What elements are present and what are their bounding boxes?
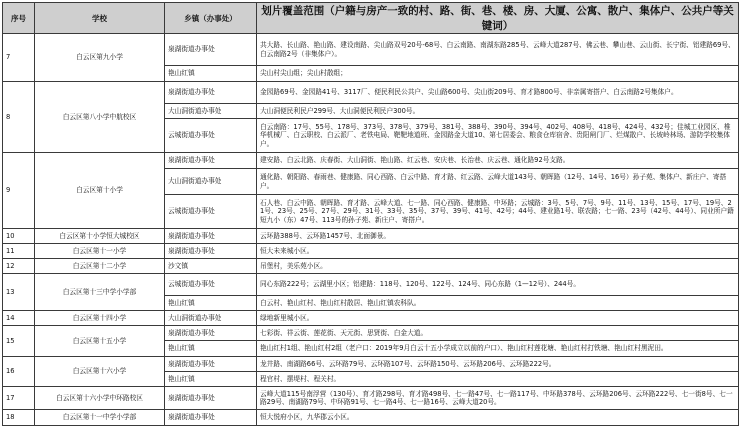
coverage-text: 金园路69号、金园路41号、3117厂、便民利民公共户、尖山路600号、尖山街209号、育才路800号、非亲属寄搭户、白云南路2号集体户。 [257,82,739,104]
town-name: 艳山红镇 [165,372,257,387]
row-number: 17 [3,387,35,410]
coverage-text: 尖山村尖山组；尖山村散组； [257,66,739,82]
header-town: 乡镇（办事处） [165,3,257,34]
coverage-text: 云环路388号、云环路1457号、北面御景。 [257,229,739,244]
table-row [3,274,739,296]
school-zoning-table [2,2,739,426]
row-number: 16 [3,357,35,387]
coverage-text: 石人巷、白云中路、朝晖路、育才路、云峰大道、七一路、同心西路、健康路、中环路；云城路：3号、5号、7号、9号、11号、13号、15号、17号、19号、21号、23号、25号、27号、29号、31号、33号、35号、37号、39号、41号、42号；44号、建业路1号、联农路；七一路、23号（42号、44号）、同业所户籍短九小（东）47号、113号的孙子苑、新庄户、寄搭户。 [257,195,739,229]
town-name: 艳山红镇 [165,341,257,357]
town-name: 云城街道办事处 [165,119,257,153]
table-row [3,34,739,66]
school-name: 白云区第十一中学小学部 [35,410,165,426]
coverage-text: 共大路、长山路、艳山路、建设南路、尖山路双号20号-68号、白云南路、南湖东路285号、云峰大道287号、佛云巷、攀山巷、云山街、长宁街、铝建路69号、白云南路2号（非集体户）。 [257,34,739,66]
town-name: 艳山红镇 [165,296,257,311]
header-school: 学校 [35,3,165,34]
town-name: 泉湖街道办事处 [165,229,257,244]
row-number: 7 [3,34,35,82]
coverage-text: 绿地新里城小区。 [257,311,739,326]
coverage-text: 恒大悦府小区，九华郡云小区。 [257,410,739,426]
town-name: 泉湖街道办事处 [165,34,257,66]
school-name: 白云区第九小学 [35,34,165,82]
table-row [3,326,739,341]
coverage-text: 白云村、艳山红村、艳山红村散居、艳山红镇农科队。 [257,296,739,311]
coverage-text: 恒大未来城小区。 [257,244,739,259]
table-row [3,244,739,259]
table-row [3,259,739,274]
row-number: 18 [3,410,35,426]
row-number: 15 [3,326,35,357]
table-row [3,229,739,244]
coverage-text: 艳山红村1组、艳山红村2组（老户口：2019年9月白云十五小学成立以前的户口）、艳山红村莲花塘、艳山红村打铁塘、艳山红村黑泥田。 [257,341,739,357]
table-row [3,153,739,169]
table-row [3,82,739,104]
town-name: 云城街道办事处 [165,195,257,229]
town-name: 艳山红镇 [165,66,257,82]
school-name: 白云区第十二小学 [35,259,165,274]
coverage-text: 通化路、朝阳路、春雨巷、健康路、同心西路、白云中路、育才路、红云路、云峰大道143号、朝晖路（12号、14号、16号）孙子苑、集体户、新庄户、寄搭户。 [257,169,739,195]
town-name: 云城街道办事处 [165,274,257,296]
school-name: 白云区第十六小学 [35,357,165,387]
school-name: 白云区第十小学 [35,153,165,229]
school-name: 白云区第十五小学 [35,326,165,357]
school-name: 白云区第八小学中航校区 [35,82,165,153]
coverage-text: 建安路、白云北路、庆春街、大山洞街、艳山路、红云巷、安庆巷、长治巷、庆云巷、通化路92号支路。 [257,153,739,169]
table-row [3,387,739,410]
row-number: 9 [3,153,35,229]
town-name: 泉湖街道办事处 [165,326,257,341]
town-name: 大山洞街道办事处 [165,169,257,195]
school-name: 白云区第十四小学 [35,311,165,326]
coverage-text: 吊堡村，美乐苑小区。 [257,259,739,274]
coverage-text: 七彩街、祥云街、莲花街、天元街、思贤街、白金大道。 [257,326,739,341]
row-number: 8 [3,82,35,153]
coverage-text: 同心东路222号；云湖里小区；铝建路：118号、120号、122号、124号、同心东路（1—12号）、244号。 [257,274,739,296]
town-name: 泉湖街道办事处 [165,244,257,259]
town-name: 泉湖街道办事处 [165,82,257,104]
school-name: 白云区第十六小学中环路校区 [35,387,165,410]
town-name: 泉湖街道办事处 [165,410,257,426]
school-name: 白云区第十三中学小学部 [35,274,165,311]
table-row [3,311,739,326]
town-name: 泉湖街道办事处 [165,357,257,372]
header-coverage: 划片覆盖范围（户籍与房产一致的村、路、街、巷、楼、房、大厦、公寓、散户、集体户、公共户等关键词） [257,3,739,34]
table-row [3,410,739,426]
town-name: 沙文镇 [165,259,257,274]
town-name: 泉湖街道办事处 [165,387,257,410]
school-name: 白云区第十小学恒大城校区 [35,229,165,244]
town-name: 泉湖街道办事处 [165,153,257,169]
coverage-text: 程官村、摆堤村、程关村。 [257,372,739,387]
table-row [3,357,739,372]
row-number: 10 [3,229,35,244]
town-name: 大山洞街道办事处 [165,104,257,119]
row-number: 13 [3,274,35,311]
coverage-text: 大山洞便民利民户299号、大山洞便民利民户300号。 [257,104,739,119]
school-name: 白云区第十一小学 [35,244,165,259]
coverage-text: 龙井路、南湖路66号、云环路79号、云环路107号、云环路150号、云环路206号、云环路222号。 [257,357,739,372]
coverage-text: 云峰大道115号南浮营（130号）、育才路298号、育才路498号、七一路47号、七一路117号、中环路378号、云环路206号、云环路222号、七一街8号、七一路29号、南湖路79号、中环路91号、七一路4号、七一路16号、云峰大道20号。 [257,387,739,410]
header-row [3,3,739,34]
row-number: 14 [3,311,35,326]
coverage-text: 白云南路：17号、55号、178号、373号、378号、379号、381号、388号、390号、394号、402号、408号、418号、424号、432号；佳城工业园区、椎华机械厂、白云职校、白云派厂、老铁电局、靶靶地道班、金园路金大道10、第七居委会、粮食仓库宿舍、贵阳闸门厂、烂煤散户、长坡岭林场、游防学校集体户。 [257,119,739,153]
header-no: 序号 [3,3,35,34]
row-number: 12 [3,259,35,274]
row-number: 11 [3,244,35,259]
town-name: 大山洞街道办事处 [165,311,257,326]
